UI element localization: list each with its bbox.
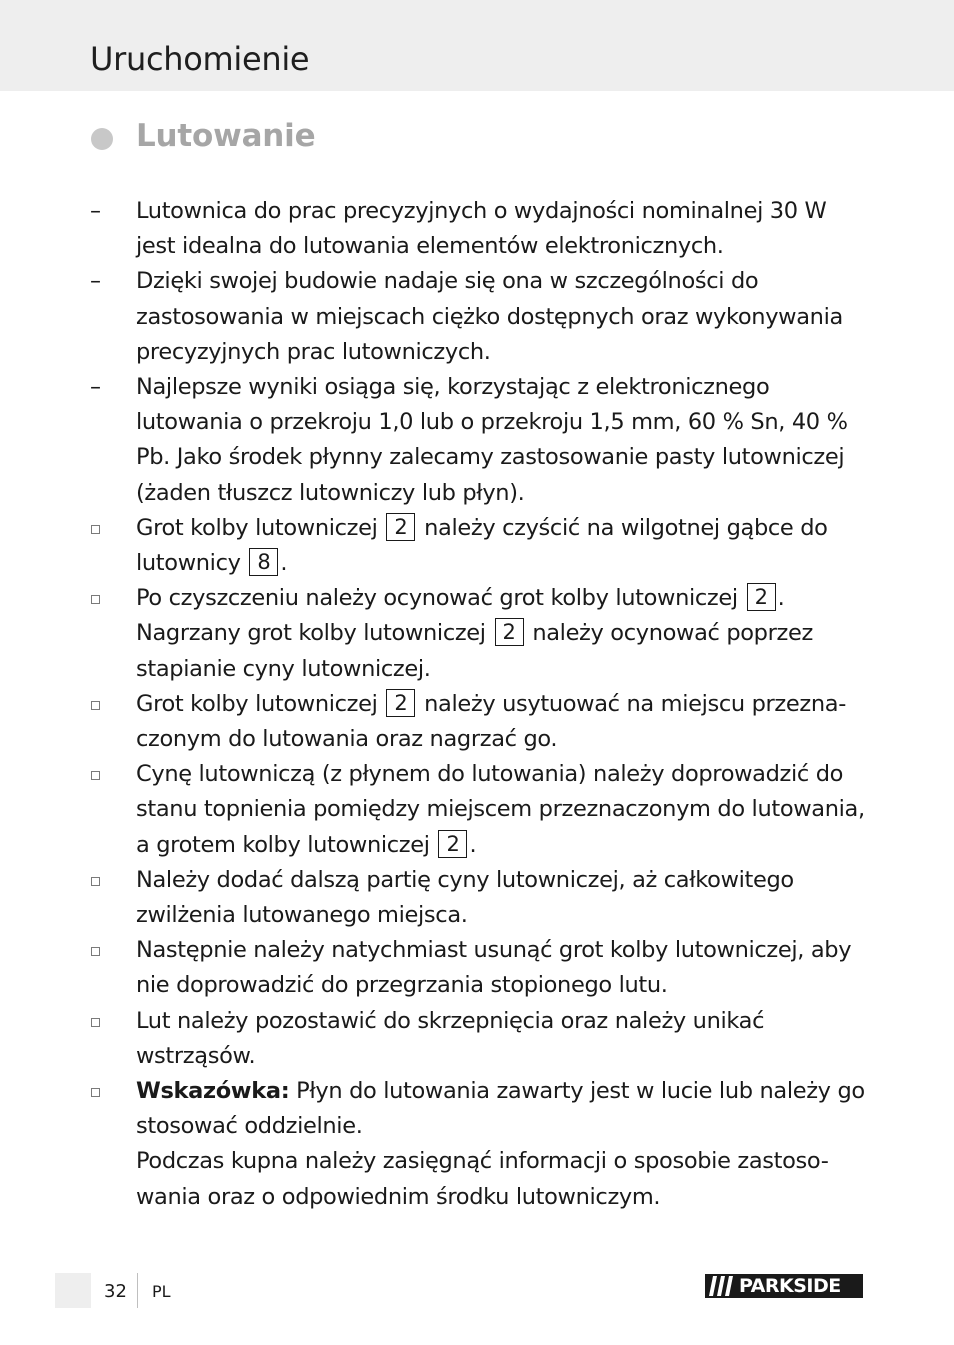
part-reference-badge: 2 [495, 618, 524, 646]
list-item [0, 1004, 866, 1074]
dash-bullet [0, 370, 136, 405]
item-text: . [777, 585, 785, 612]
item-text: Płyn do lutowania zawarty jest w lucie lub należy go stosować oddzielnie. [136, 1078, 865, 1140]
item-text: Cynę lutowniczą (z płynem do lutowania) należy doprowadzić do stanu topnienia pomiędzy miejscem przeznaczonym do lutowania, a grotem kolby lutowniczej [136, 761, 865, 858]
language-code: PL [152, 1282, 171, 1301]
parkside-logo [705, 1274, 863, 1298]
item-text: . [280, 550, 288, 577]
page-title: Uruchomienie [90, 40, 310, 78]
square-bullet-icon [91, 595, 100, 604]
part-reference-badge: 2 [438, 830, 467, 858]
list-item [0, 687, 866, 757]
list-item [0, 370, 866, 511]
list-item [0, 863, 866, 933]
checkbox-bullet [0, 757, 136, 792]
section-bullet-icon [91, 128, 113, 150]
note-label: Wskazówka: [136, 1078, 290, 1105]
item-text: Lut należy pozostawić do skrzepnięcia oraz należy unikać wstrząsów. [136, 1007, 765, 1069]
dash-icon: – [90, 375, 101, 401]
item-text: należy ocynować poprzez stapianie cyny lutowniczej. [136, 620, 813, 682]
list-item [0, 757, 866, 863]
square-bullet-icon [91, 1018, 100, 1027]
checkbox-bullet [0, 863, 136, 898]
dash-bullet [0, 194, 136, 229]
item-text: Grot kolby lutowniczej [136, 514, 385, 541]
logo-stripes-icon [707, 1274, 737, 1298]
section-title: Lutowanie [136, 118, 316, 154]
list-item [0, 264, 866, 370]
list-item [0, 1074, 866, 1215]
item-text: Nagrzany grot kolby lutowniczej [136, 620, 493, 647]
item-text: Grot kolby lutowniczej [136, 690, 385, 717]
item-text: należy usytuować na miejscu przezna-czonym do lutowania oraz nagrzać go. [136, 690, 846, 753]
item-text: należy czyścić na wilgotnej gąbce do lutownicy [136, 514, 828, 577]
item-text: Podczas kupna należy zasięgnąć informacji o sposobie zastoso-wania oraz o odpowiednim środku lutowniczym. [136, 1148, 829, 1210]
list-item [0, 581, 866, 687]
dash-icon: – [90, 269, 101, 295]
square-bullet-icon [91, 1088, 100, 1097]
checkbox-bullet [0, 687, 136, 722]
footer-marker [55, 1273, 91, 1308]
item-text: Dzięki swojej budowie nadaje się ona w szczególności do zastosowania w miejscach ciężko dostępnych oraz wykonywania precyzyjnych prac lutowniczych. [136, 268, 843, 365]
logo-text: PARKSIDE [739, 1275, 841, 1297]
checkbox-bullet [0, 933, 136, 968]
page-number: 32 [104, 1281, 127, 1302]
dash-icon: – [90, 199, 101, 224]
list-item [0, 194, 866, 264]
part-reference-badge: 8 [249, 548, 278, 576]
item-text: Po czyszczeniu należy ocynować grot kolby lutowniczej [136, 585, 745, 612]
checkbox-bullet [0, 1074, 136, 1109]
square-bullet-icon [91, 877, 100, 886]
list-item [0, 933, 866, 1003]
checkbox-bullet [0, 1004, 136, 1039]
item-text: Należy dodać dalszą partię cyny lutowniczej, aż całkowitego zwilżenia lutowanego miejsca. [136, 866, 794, 929]
square-bullet-icon [91, 701, 100, 710]
dash-bullet [0, 264, 136, 299]
square-bullet-icon [91, 771, 100, 780]
part-reference-badge: 2 [386, 689, 415, 717]
item-text: Najlepsze wyniki osiąga się, korzystając z elektronicznego lutowania o przekroju 1,0 lub o przekroju 1,5 mm, 60 % Sn, 40 % Pb. Jako środek płynny zalecamy zastosowanie pasty lutowniczej (żaden tłuszcz lutowniczy lub płyn). [136, 374, 848, 506]
checkbox-bullet [0, 511, 136, 546]
square-bullet-icon [91, 947, 100, 956]
checkbox-bullet [0, 581, 136, 616]
item-text: Następnie należy natychmiast usunąć grot kolby lutowniczej, aby nie doprowadzić do przegrzania stopionego lutu. [136, 937, 852, 999]
part-reference-badge: 2 [747, 583, 776, 611]
instruction-list [0, 194, 954, 1215]
part-reference-badge: 2 [386, 513, 415, 541]
item-text: Lutownica do prac precyzyjnych o wydajności nominalnej 30 W jest idealna do lutowania elementów elektronicznych. [136, 198, 827, 260]
square-bullet-icon [91, 525, 100, 534]
list-item [0, 511, 866, 581]
footer-divider [137, 1273, 138, 1308]
item-text: . [469, 831, 477, 858]
